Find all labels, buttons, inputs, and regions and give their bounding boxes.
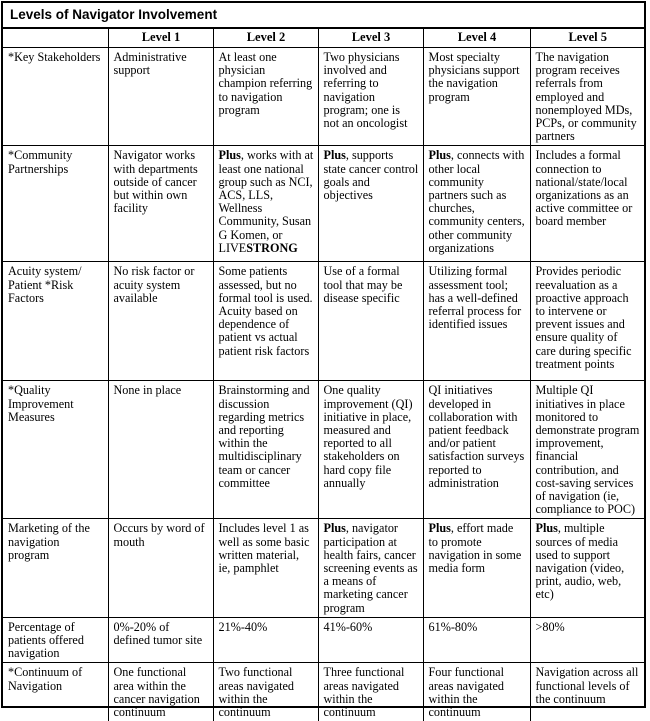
figure-title: Levels of Navigator Involvement — [3, 3, 644, 28]
table-row — [3, 48, 644, 146]
cell-text: Includes level 1 as well as some basic written material, ie, pamphlet — [218, 521, 310, 576]
level-3-cell — [318, 48, 423, 146]
row-label: *Community Partnerships — [3, 146, 108, 262]
cell-text: One quality improvement (QI) initiative in place, measured and reported to all stakeholders on hard copy file annually — [323, 383, 413, 490]
cell-text: , supports state cancer control goals and objectives — [323, 148, 419, 203]
cell-text: Four functional areas navigated within the continuum — [428, 665, 504, 720]
cell-text: The navigation program receives referrals from employed and nonemployed MDs, PCPs, or community partners — [535, 50, 637, 144]
navigator-levels-figure — [1, 1, 646, 720]
cell-text: Provides periodic reevaluation as a proactive approach to intervene or prevent issues and ensure quality of care during specific treatment points — [535, 264, 632, 371]
cell-text: None in place — [113, 383, 182, 398]
plus-lead-text: Plus — [428, 521, 451, 536]
row-label: *Key Stakeholders — [3, 48, 108, 146]
level-2-cell — [213, 262, 318, 381]
cell-text: Navigation across all functional levels of the continuum — [535, 665, 639, 706]
plus-lead-text: Plus — [218, 148, 241, 163]
level-1-cell — [108, 519, 213, 617]
level-3-cell — [318, 617, 423, 663]
level-3-cell — [318, 519, 423, 617]
cell-text: , works with at least one national group such as NCI, ACS, LLS, Wellness Community, Susan G Komen, or LIVE — [218, 148, 314, 255]
plus-lead-text: Plus — [428, 148, 451, 163]
cell-text: 41%-60% — [323, 619, 373, 634]
cell-text: 21%-40% — [218, 619, 268, 634]
cell-bold-tail: STRONG — [246, 240, 298, 255]
level-5-cell — [530, 663, 644, 721]
table-row — [3, 617, 644, 663]
level-4-cell — [423, 381, 530, 519]
cell-text: 0%-20% of defined tumor site — [113, 619, 203, 648]
row-label: *Continuum of Navigation — [3, 663, 108, 721]
level-5-cell — [530, 146, 644, 262]
level-2-cell — [213, 617, 318, 663]
cell-text: , connects with other local community partners such as churches, community centers, other community organizations — [428, 148, 525, 255]
cell-text: Occurs by word of mouth — [113, 521, 205, 549]
table-row — [3, 519, 644, 617]
level-5-cell — [530, 519, 644, 617]
table-row — [3, 663, 644, 721]
level-1-cell — [108, 146, 213, 262]
cell-text: Navigator works with departments outside of cancer but within own facility — [113, 148, 198, 216]
cell-text: Some patients assessed, but no formal tool is used. Acuity based on dependence of patient vs actual patient risk factors — [218, 264, 313, 358]
level-5-cell — [530, 617, 644, 663]
plus-lead-text: Plus — [535, 521, 558, 536]
level-4-cell — [423, 663, 530, 721]
navigator-levels-table — [3, 28, 644, 721]
table-row — [3, 262, 644, 381]
cell-text: Administrative support — [113, 50, 187, 78]
cell-text: Most specialty physicians support the navigation program — [428, 50, 520, 104]
level-2-cell — [213, 663, 318, 721]
cell-text: At least one physician champion referring to navigation program — [218, 50, 313, 117]
cell-text: Two physicians involved and referring to navigation program; one is not an oncologist — [323, 50, 408, 131]
level-3-cell — [318, 262, 423, 381]
level-4-cell — [423, 146, 530, 262]
plus-lead-text: Plus — [323, 521, 346, 536]
level-3-cell — [318, 663, 423, 721]
level-3-cell — [318, 146, 423, 262]
level-4-cell — [423, 617, 530, 663]
level-4-cell — [423, 48, 530, 146]
cell-text: 61%-80% — [428, 619, 478, 634]
cell-text: , navigator participation at health fairs, cancer screening events as a means of marketing cancer program — [323, 521, 418, 615]
cell-text: QI initiatives developed in collaboration with patient feedback and/or patient satisfaction surveys reported to administration — [428, 383, 525, 490]
level-2-cell — [213, 146, 318, 262]
cell-text: >80% — [535, 619, 565, 634]
level-4-cell — [423, 262, 530, 381]
cell-text: One functional area within the cancer navigation continuum — [113, 665, 200, 720]
level-5-cell — [530, 48, 644, 146]
header-corner — [3, 29, 108, 48]
level-1-cell — [108, 663, 213, 721]
cell-text: , effort made to promote navigation in some media form — [428, 521, 522, 576]
level-4-cell — [423, 519, 530, 617]
header-level-1: Level 1 — [108, 29, 213, 48]
header-level-4: Level 4 — [423, 29, 530, 48]
header-level-2: Level 2 — [213, 29, 318, 48]
level-2-cell — [213, 48, 318, 146]
level-5-cell — [530, 381, 644, 519]
table-row — [3, 381, 644, 519]
level-2-cell — [213, 381, 318, 519]
header-level-3: Level 3 — [318, 29, 423, 48]
cell-text: Multiple QI initiatives in place monitored to demonstrate program improvement, financial contribution, and cost-saving services of navigation (ie, compliance to POC) — [535, 383, 640, 517]
cell-text: Two functional areas navigated within the continuum — [218, 665, 294, 720]
cell-text: No risk factor or acuity system available — [113, 264, 195, 305]
cell-text: Use of a formal tool that may be disease specific — [323, 264, 403, 305]
header-row — [3, 29, 644, 48]
cell-text: Utilizing formal assessment tool; has a well-defined referral process for identified issues — [428, 264, 522, 332]
row-label: Percentage of patients offered navigation — [3, 617, 108, 663]
level-1-cell — [108, 48, 213, 146]
plus-lead-text: Plus — [323, 148, 346, 163]
level-3-cell — [318, 381, 423, 519]
level-2-cell — [213, 519, 318, 617]
level-1-cell — [108, 262, 213, 381]
cell-text: Three functional areas navigated within the continuum — [323, 665, 405, 720]
cell-text: Includes a formal connection to national/state/local organizations as an active committee or board member — [535, 148, 633, 229]
level-1-cell — [108, 381, 213, 519]
table-row — [3, 146, 644, 262]
cell-text: , multiple sources of media used to support navigation (video, print, audio, web, etc) — [535, 521, 625, 602]
level-1-cell — [108, 617, 213, 663]
row-label: Acuity system/ Patient *Risk Factors — [3, 262, 108, 381]
header-level-5: Level 5 — [530, 29, 644, 48]
level-5-cell — [530, 262, 644, 381]
cell-text: Brainstorming and discussion regarding metrics and reporting within the multidisciplinary team or cancer committee — [218, 383, 310, 490]
row-label: Marketing of the navigation program — [3, 519, 108, 617]
row-label: *Quality Improvement Measures — [3, 381, 108, 519]
